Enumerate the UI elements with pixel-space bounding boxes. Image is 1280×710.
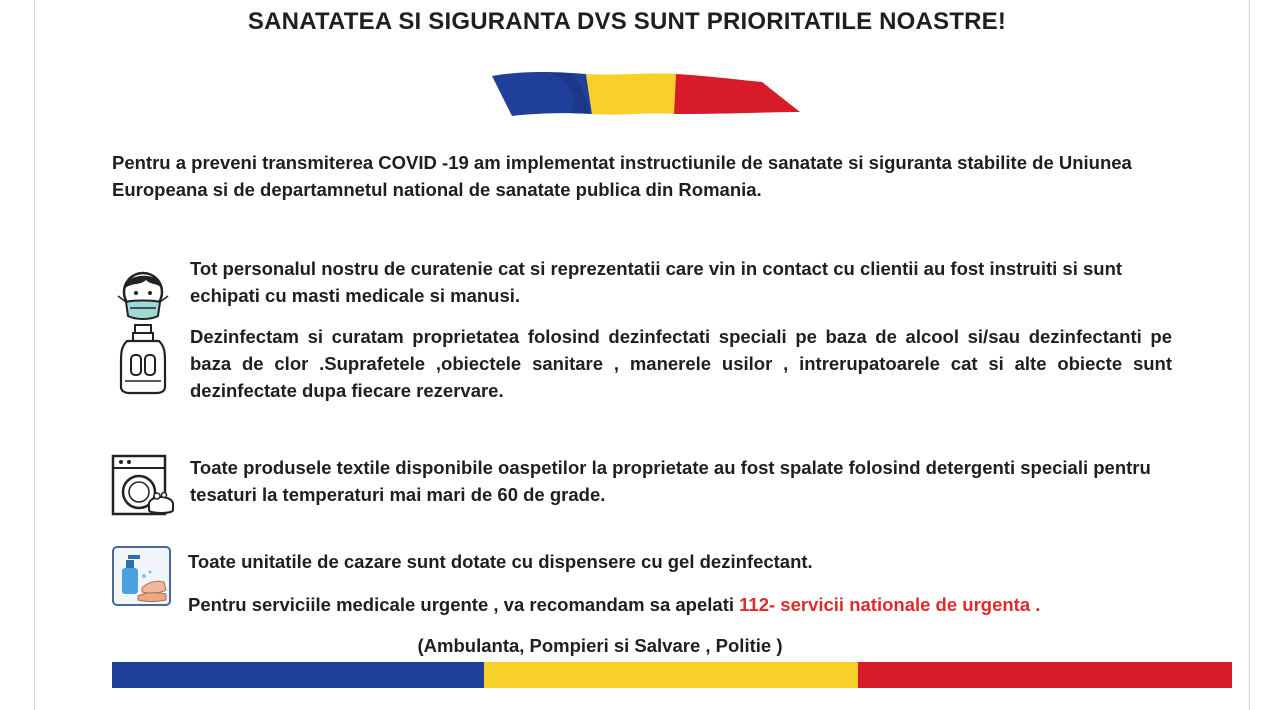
masked-person-icon (112, 262, 174, 324)
intro-paragraph: Pentru a preveni transmiterea COVID -19 am implementat instructiunile de sanatate si siguranta stabilite de Uniunea Europeana si de departamnetul national de sanatate publica din Romania. (112, 152, 1132, 200)
flag-bar-red (858, 662, 1232, 688)
emergency-text: Pentru serviciile medicale urgente , va recomandam sa apelati (188, 594, 740, 615)
flag-bar-blue (112, 662, 484, 688)
disinfectant-bottle-icon (117, 323, 169, 395)
washing-machine-icon (111, 454, 175, 518)
gel-paragraph: Toate unitatile de cazare sunt dotate cu dispensere cu gel dezinfectant. (188, 551, 813, 572)
textiles-paragraph: Toate produsele textile disponibile oaspetilor la proprietate au fost spalate folosind detergenti speciali pentru tesaturi la temperaturi mai mari de 60 de grade. (190, 457, 1151, 505)
flag-yellow-stripe (586, 73, 676, 114)
emergency-number: 112- servicii nationale de urgenta . (739, 594, 1041, 615)
flag-red-stripe (674, 74, 800, 114)
emergency-services-list: (Ambulanta, Pompieri si Salvare , Politie ) (417, 635, 783, 656)
disinfection-paragraph: Dezinfectam si curatam proprietatea folosind dezinfectati speciali pe baza de alcool si/sau dezinfectanti pe baza de clor .Suprafetele ,obiectele sanitare , manerele usilor , intrerupatoarele cat si alte obiecte sunt dezinfectate dupa fiecare rezervare. (190, 326, 1172, 401)
page-title: SANATATEA SI SIGURANTA DVS SUNT PRIORITATILE NOASTRE! (247, 8, 1007, 35)
staff-paragraph: Tot personalul nostru de curatenie cat si reprezentatii care vin in contact cu clientii au fost instruiti si sunt echipati cu masti medicale si manusi. (190, 258, 1123, 306)
emergency-paragraph (188, 591, 1188, 618)
romanian-flag (490, 68, 805, 120)
flag-bar-yellow (484, 662, 858, 688)
hand-sanitizer-icon (112, 546, 172, 608)
